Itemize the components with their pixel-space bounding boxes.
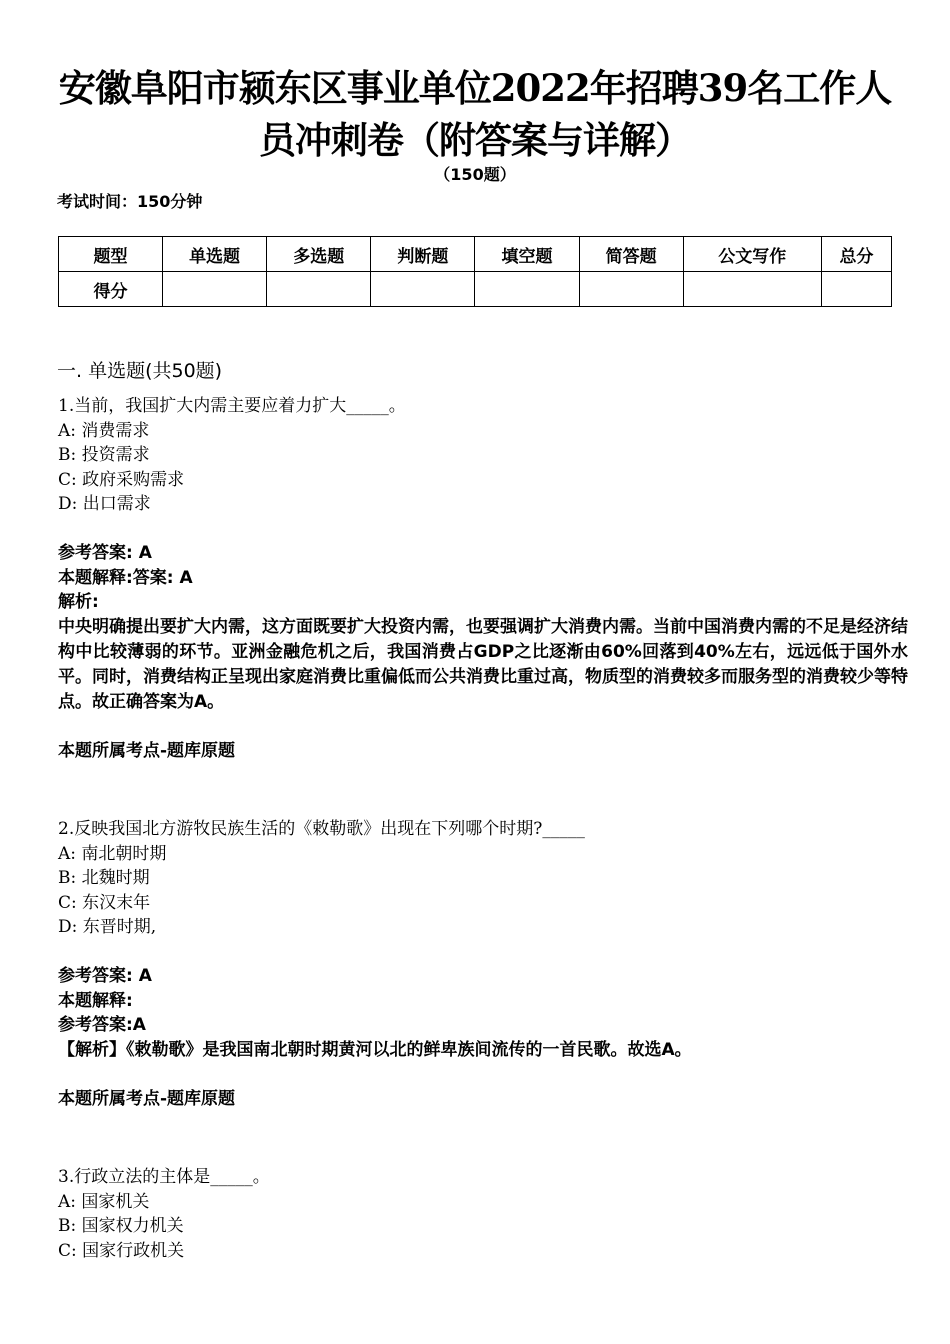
question-1 xyxy=(58,394,908,763)
option-c: C: 政府采购需求 xyxy=(58,469,185,490)
analysis-text: 【解析】《敕勒歌》是我国南北朝时期黄河以北的鲜卑族间流传的一首民歌。故选A。 xyxy=(58,1039,692,1060)
title-line-1: 安徽阜阳市颍东区事业单位2022年招聘39名工作人 xyxy=(58,66,892,110)
option-a: A: 消费需求 xyxy=(58,420,150,441)
score-cell xyxy=(371,272,475,307)
analysis-label: 解析: xyxy=(58,592,99,613)
score-cell xyxy=(163,272,267,307)
explanation-label: 本题解释: xyxy=(58,990,133,1011)
header-cell: 题型 xyxy=(59,237,163,272)
header-cell: 总分 xyxy=(821,237,891,272)
question-stem: 1.当前，我国扩大内需主要应着力扩大_____。 xyxy=(58,396,406,416)
document-title xyxy=(40,62,910,166)
option-d: D: 出口需求 xyxy=(58,494,151,515)
reference-answer: 参考答案: A xyxy=(58,542,152,563)
explanation-label: 本题解释:答案: A xyxy=(58,567,193,588)
score-table-score-row xyxy=(59,272,892,307)
option-d: D: 东晋时期, xyxy=(58,917,157,938)
question-source: 本题所属考点-题库原题 xyxy=(58,740,236,761)
question-stem: 2.反映我国北方游牧民族生活的《敕勒歌》出现在下列哪个时期?_____ xyxy=(58,819,585,839)
option-b: B: 投资需求 xyxy=(58,445,150,466)
option-b: B: 国家权力机关 xyxy=(58,1216,184,1237)
section-title: 一. 单选题(共50题) xyxy=(57,360,223,382)
option-c: C: 东汉末年 xyxy=(58,892,151,913)
option-a: A: 南北朝时期 xyxy=(58,843,167,864)
title-line-2: 员冲刺卷（附答案与详解） xyxy=(259,118,691,162)
option-a: A: 国家机关 xyxy=(58,1191,150,1212)
header-cell: 公文写作 xyxy=(683,237,821,272)
score-table xyxy=(58,236,892,307)
exam-time: 考试时间：150分钟 xyxy=(57,192,203,211)
header-cell: 填空题 xyxy=(475,237,579,272)
score-cell xyxy=(579,272,683,307)
question-stem: 3.行政立法的主体是_____。 xyxy=(58,1167,270,1187)
question-count: （150题） xyxy=(434,165,516,184)
header-cell: 单选题 xyxy=(163,237,267,272)
score-cell xyxy=(683,272,821,307)
score-cell xyxy=(475,272,579,307)
header-cell: 判断题 xyxy=(371,237,475,272)
analysis-text: 中央明确提出要扩大内需，这方面既要扩大投资内需，也要强调扩大消费内需。当前中国消费内需的不足是经济结构中比较薄弱的环节。亚洲金融危机之后，我国消费占GDP之比逐渐由60%回落到40%左右，远远低于国外水平。同时，消费结构正呈现出家庭消费比重偏低而公共消费比重过高，物质型的消费较多而服务型的消费较少等特点。故正确答案为A。 xyxy=(58,616,908,712)
question-3 xyxy=(58,1165,908,1263)
score-table-header-row xyxy=(59,237,892,272)
score-cell xyxy=(267,272,371,307)
question-2 xyxy=(58,817,908,1111)
option-c: C: 国家行政机关 xyxy=(58,1240,185,1261)
option-b: B: 北魏时期 xyxy=(58,868,150,889)
score-cell xyxy=(821,272,891,307)
header-cell: 多选题 xyxy=(267,237,371,272)
reference-answer: 参考答案: A xyxy=(58,965,152,986)
row-label-cell: 得分 xyxy=(59,272,163,307)
header-cell: 简答题 xyxy=(579,237,683,272)
question-source: 本题所属考点-题库原题 xyxy=(58,1088,236,1109)
reference-answer-2: 参考答案:A xyxy=(58,1015,146,1036)
